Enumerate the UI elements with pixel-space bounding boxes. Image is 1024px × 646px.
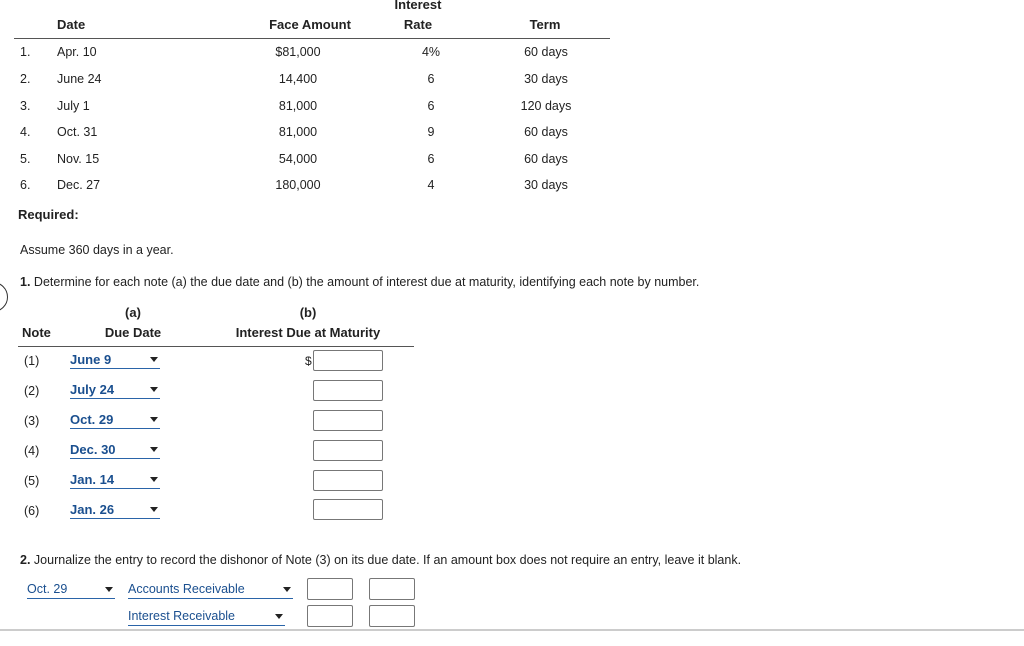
note-number: (6) bbox=[24, 504, 40, 518]
due-date-value: Oct. 29 bbox=[70, 412, 114, 427]
chevron-down-icon bbox=[150, 387, 158, 392]
row-number: 2. bbox=[20, 72, 31, 86]
side-circle-icon bbox=[0, 282, 8, 312]
interest-header-line1: Interest bbox=[394, 0, 442, 12]
row-date: July 1 bbox=[57, 99, 90, 113]
row-face-amount: 180,000 bbox=[275, 178, 321, 192]
row-date: Dec. 27 bbox=[57, 178, 101, 192]
row-rate: 6 bbox=[427, 152, 435, 166]
row-face-amount: 14,400 bbox=[278, 72, 318, 86]
col-a-label: (a) bbox=[125, 305, 141, 320]
debit-input[interactable] bbox=[307, 578, 353, 600]
note-number: (2) bbox=[24, 384, 40, 398]
account-dropdown-credit[interactable] bbox=[128, 609, 285, 626]
question-2-text: Journalize the entry to record the dishonor of Note (3) on its due date. If an amount box does not require an entry, leave it blank. bbox=[33, 553, 742, 567]
note-number: (4) bbox=[24, 444, 40, 458]
row-rate: 4% bbox=[421, 45, 441, 59]
interest-input[interactable] bbox=[313, 499, 383, 520]
account-value: Interest Receivable bbox=[128, 609, 236, 623]
due-date-value: June 9 bbox=[70, 352, 112, 367]
due-date-header: Due Date bbox=[104, 325, 162, 340]
chevron-down-icon bbox=[150, 357, 158, 362]
question-1-number: 1. bbox=[20, 275, 31, 289]
row-rate: 6 bbox=[427, 72, 435, 86]
due-date-dropdown[interactable] bbox=[70, 412, 160, 429]
row-number: 5. bbox=[20, 152, 31, 166]
interest-input[interactable] bbox=[313, 410, 383, 431]
interest-input[interactable] bbox=[313, 440, 383, 461]
note-number: (5) bbox=[24, 474, 40, 488]
due-date-dropdown[interactable] bbox=[70, 502, 160, 519]
date-header: Date bbox=[57, 17, 86, 32]
term-header: Term bbox=[529, 17, 561, 32]
q1-header-rule bbox=[18, 346, 414, 347]
note-header: Note bbox=[22, 325, 51, 340]
chevron-down-icon bbox=[105, 587, 113, 592]
account-value: Accounts Receivable bbox=[128, 582, 245, 596]
bottom-divider bbox=[0, 629, 1024, 631]
row-number: 1. bbox=[20, 45, 31, 59]
interest-rate-header: Rate bbox=[403, 17, 433, 32]
chevron-down-icon bbox=[150, 417, 158, 422]
row-term: 60 days bbox=[524, 152, 568, 166]
row-date: Oct. 31 bbox=[57, 125, 98, 139]
account-dropdown-debit[interactable] bbox=[128, 582, 293, 599]
journal-date-value: Oct. 29 bbox=[27, 582, 68, 596]
required-label: Required: bbox=[18, 207, 79, 222]
row-number: 6. bbox=[20, 178, 31, 192]
due-date-value: July 24 bbox=[70, 382, 115, 397]
question-2 bbox=[20, 553, 741, 567]
interest-input[interactable] bbox=[313, 470, 383, 491]
row-number: 3. bbox=[20, 99, 31, 113]
row-date: June 24 bbox=[57, 72, 102, 86]
chevron-down-icon bbox=[150, 477, 158, 482]
row-face-amount: 81,000 bbox=[278, 125, 318, 139]
interest-input[interactable] bbox=[313, 380, 383, 401]
question-2-number: 2. bbox=[20, 553, 31, 567]
row-date: Nov. 15 bbox=[57, 152, 100, 166]
due-date-dropdown[interactable] bbox=[70, 442, 160, 459]
row-term: 60 days bbox=[524, 125, 568, 139]
interest-due-header: Interest Due at Maturity bbox=[235, 325, 381, 340]
chevron-down-icon bbox=[150, 447, 158, 452]
due-date-dropdown[interactable] bbox=[70, 472, 160, 489]
row-term: 60 days bbox=[524, 45, 568, 59]
row-term: 30 days bbox=[524, 178, 568, 192]
debit-input[interactable] bbox=[307, 605, 353, 627]
assume-text: Assume 360 days in a year. bbox=[20, 243, 174, 257]
row-rate: 9 bbox=[427, 125, 435, 139]
row-rate: 6 bbox=[427, 99, 435, 113]
chevron-down-icon bbox=[150, 507, 158, 512]
question-1-text: Determine for each note (a) the due date and (b) the amount of interest due at maturity, identifying each note by number. bbox=[33, 275, 700, 289]
row-date: Apr. 10 bbox=[57, 45, 97, 59]
note-number: (1) bbox=[24, 354, 40, 368]
row-face-amount: 54,000 bbox=[278, 152, 318, 166]
row-term: 30 days bbox=[524, 72, 568, 86]
note-number: (3) bbox=[24, 414, 40, 428]
due-date-value: Jan. 14 bbox=[70, 472, 115, 487]
interest-input[interactable] bbox=[313, 350, 383, 371]
row-term: 120 days bbox=[520, 99, 572, 113]
row-number: 4. bbox=[20, 125, 31, 139]
journal-date-dropdown[interactable] bbox=[27, 582, 115, 599]
question-1 bbox=[20, 275, 699, 289]
credit-input[interactable] bbox=[369, 578, 415, 600]
row-face-amount: $81,000 bbox=[275, 45, 321, 59]
currency-symbol: $ bbox=[305, 354, 312, 368]
row-rate: 4 bbox=[427, 178, 435, 192]
due-date-value: Dec. 30 bbox=[70, 442, 116, 457]
table-header-rule bbox=[14, 38, 610, 39]
due-date-value: Jan. 26 bbox=[70, 502, 115, 517]
col-b-label: (b) bbox=[299, 305, 317, 320]
chevron-down-icon bbox=[275, 614, 283, 619]
row-face-amount: 81,000 bbox=[278, 99, 318, 113]
due-date-dropdown[interactable] bbox=[70, 352, 160, 369]
credit-input[interactable] bbox=[369, 605, 415, 627]
face-amount-header: Face Amount bbox=[269, 17, 351, 32]
due-date-dropdown[interactable] bbox=[70, 382, 160, 399]
chevron-down-icon bbox=[283, 587, 291, 592]
